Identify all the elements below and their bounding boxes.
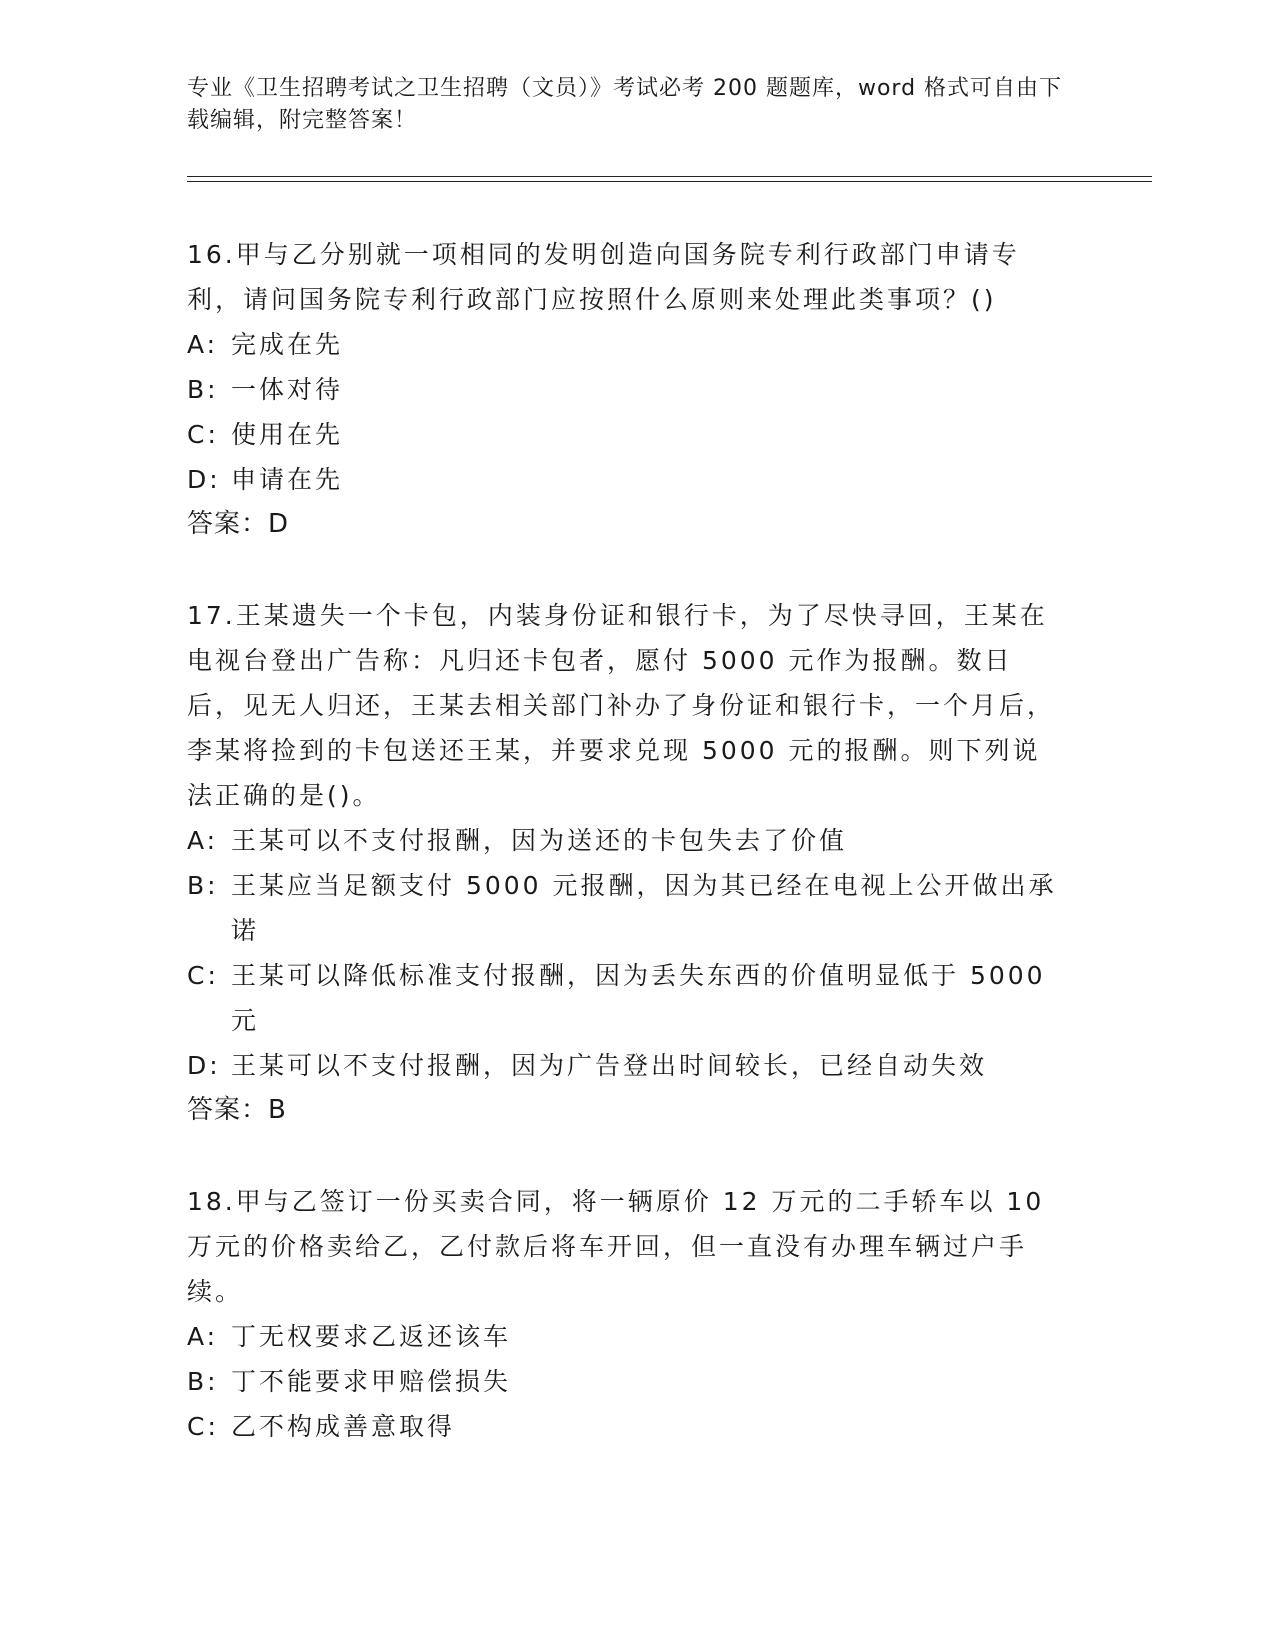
option-key: D: bbox=[187, 465, 221, 494]
option-key: C: bbox=[187, 420, 219, 449]
option-text: 王某可以不支付报酬，因为广告登出时间较长，已经自动失效 bbox=[231, 1051, 988, 1080]
option-b bbox=[187, 367, 1067, 412]
answer-line: 答案：B bbox=[187, 1095, 287, 1125]
option-key: B: bbox=[187, 375, 219, 404]
option-key: A: bbox=[187, 1322, 219, 1351]
question-stem: 17.王某遗失一个卡包，内装身份证和银行卡，为了尽快寻回，王某在电视台登出广告称：凡归还卡包者，愿付 5000 元作为报酬。数日后，见无人归还，王某去相关部门补办了身份证和银行卡，一个月后，李某将捡到的卡包送还王某，并要求兑现 5000 元的报酬。则下列说法正确的是()。 bbox=[187, 601, 1056, 810]
option-c bbox=[187, 1404, 1067, 1449]
option-a bbox=[187, 322, 1067, 367]
option-key: D: bbox=[187, 1051, 221, 1080]
option-key: A: bbox=[187, 826, 219, 855]
option-text: 王某可以降低标准支付报酬，因为丢失东西的价值明显低于 5000 元 bbox=[231, 961, 1046, 1035]
question-stem: 16.甲与乙分别就一项相同的发明创造向国务院专利行政部门申请专利，请问国务院专利行政部门应按照什么原则来处理此类事项？() bbox=[187, 240, 1020, 314]
option-key: B: bbox=[187, 871, 219, 900]
option-d bbox=[187, 457, 1067, 502]
question-stem: 18.甲与乙签订一份买卖合同，将一辆原价 12 万元的二手轿车以 10 万元的价格卖给乙，乙付款后将车开回，但一直没有办理车辆过户手续。 bbox=[187, 1187, 1045, 1306]
document-header: 专业《卫生招聘考试之卫生招聘（文员）》考试必考 200 题题库，word 格式可自由下载编辑，附完整答案！ bbox=[187, 76, 1063, 133]
option-b bbox=[187, 1359, 1067, 1404]
question-16 bbox=[187, 232, 1067, 547]
header-divider-bottom bbox=[187, 181, 1152, 182]
option-key: C: bbox=[187, 961, 219, 990]
answer-line: 答案：D bbox=[187, 509, 290, 539]
question-list bbox=[187, 232, 1067, 1495]
option-a bbox=[187, 1314, 1067, 1359]
option-text: 王某可以不支付报酬，因为送还的卡包失去了价值 bbox=[231, 826, 848, 855]
option-text: 丁不能要求甲赔偿损失 bbox=[231, 1367, 512, 1396]
option-text: 使用在先 bbox=[231, 420, 344, 449]
option-c bbox=[187, 953, 1067, 1043]
question-17 bbox=[187, 593, 1067, 1133]
option-key: B: bbox=[187, 1367, 219, 1396]
option-c bbox=[187, 412, 1067, 457]
option-b bbox=[187, 863, 1067, 953]
option-text: 乙不构成善意取得 bbox=[231, 1412, 456, 1441]
option-text: 申请在先 bbox=[231, 465, 344, 494]
option-key: C: bbox=[187, 1412, 219, 1441]
question-18 bbox=[187, 1179, 1067, 1449]
header-divider-top bbox=[187, 176, 1152, 177]
option-text: 一体对待 bbox=[231, 375, 344, 404]
option-text: 丁无权要求乙返还该车 bbox=[231, 1322, 512, 1351]
option-key: A: bbox=[187, 330, 219, 359]
option-a bbox=[187, 818, 1067, 863]
option-d bbox=[187, 1043, 1067, 1088]
option-text: 完成在先 bbox=[231, 330, 344, 359]
option-text: 王某应当足额支付 5000 元报酬，因为其已经在电视上公开做出承诺 bbox=[231, 871, 1057, 945]
